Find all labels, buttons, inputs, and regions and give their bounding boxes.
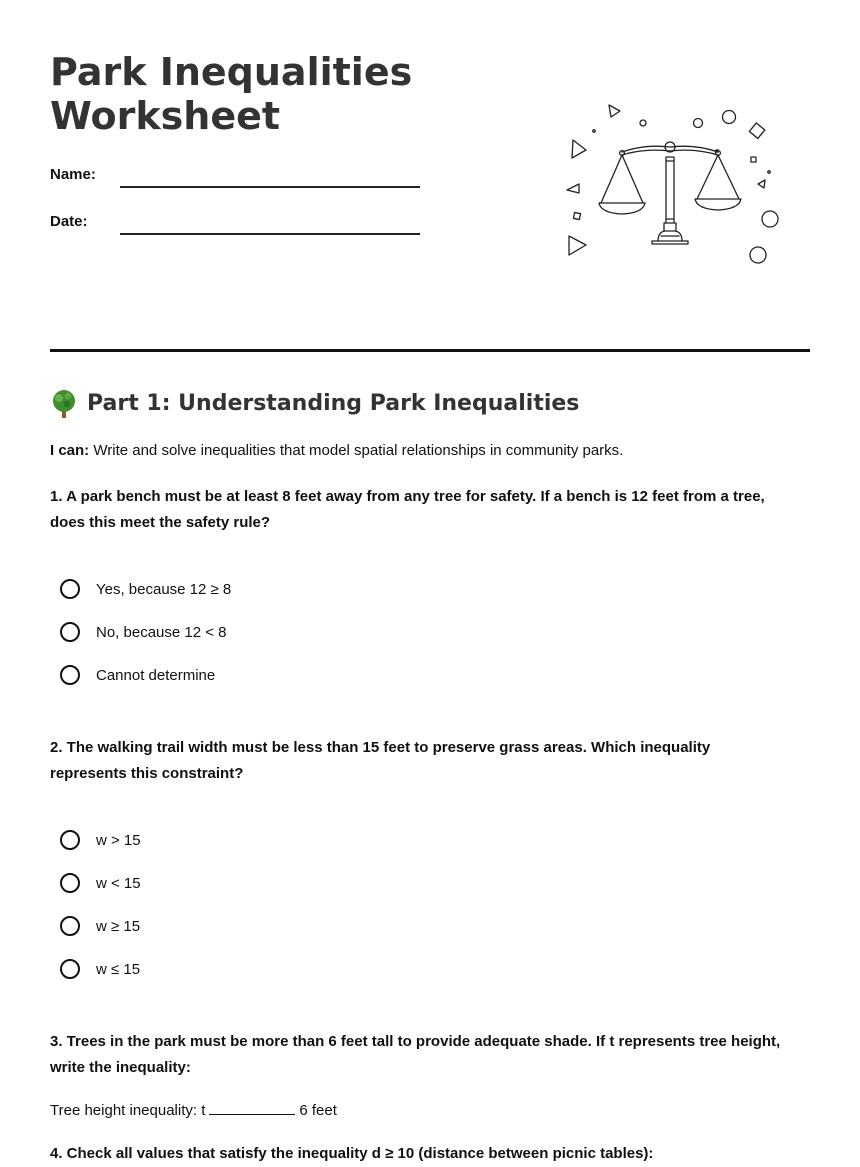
ican-label: I can: <box>50 442 90 459</box>
date-label: Date: <box>50 213 88 230</box>
q2-option-4[interactable] <box>60 956 140 982</box>
learning-objective <box>50 441 810 461</box>
option-label: Yes, because 12 ≥ 8 <box>96 580 232 598</box>
fill-suffix: 6 feet <box>299 1102 337 1119</box>
radio-button[interactable] <box>60 959 80 979</box>
ican-text: Write and solve inequalities that model spatial relationships in community parks. <box>89 442 624 459</box>
option-label: w ≤ 15 <box>96 960 141 978</box>
option-label: w > 15 <box>96 831 141 849</box>
name-field[interactable] <box>120 186 420 188</box>
q2-option-3[interactable] <box>60 913 140 939</box>
name-label: Name: <box>50 166 96 183</box>
option-label: w ≥ 15 <box>96 917 141 935</box>
q1-option-3[interactable] <box>60 662 215 688</box>
radio-button[interactable] <box>60 622 80 642</box>
worksheet-title: Park Inequalities Worksheet <box>50 50 413 138</box>
q1-option-1[interactable] <box>60 576 231 602</box>
balance-scale-icon <box>555 95 790 275</box>
part1-heading-text: Part 1: Understanding Park Inequalities <box>87 391 580 416</box>
q1-option-2[interactable] <box>60 619 227 645</box>
radio-button[interactable] <box>60 830 80 850</box>
question-4: 4. Check all values that satisfy the inequality d ≥ 10 (distance between picnic tables): <box>50 1145 654 1162</box>
q3-answer-line <box>50 1100 337 1121</box>
part1-heading <box>50 388 579 420</box>
q2-option-1[interactable] <box>60 827 141 853</box>
radio-button[interactable] <box>60 916 80 936</box>
option-label: No, because 12 < 8 <box>96 623 227 641</box>
question-1: 1. A park bench must be at least 8 feet away from any tree for safety. If a bench is 12 feet from a tree, does this meet the safety rule? <box>50 488 765 531</box>
q2-option-2[interactable] <box>60 870 141 896</box>
question-3: 3. Trees in the park must be more than 6 feet tall to provide adequate shade. If t represents tree height, write the inequality: <box>50 1033 781 1076</box>
fill-prefix: Tree height inequality: t <box>50 1102 206 1119</box>
section-divider <box>50 349 810 352</box>
radio-button[interactable] <box>60 873 80 893</box>
option-label: w < 15 <box>96 874 141 892</box>
question-2: 2. The walking trail width must be less than 15 feet to preserve grass areas. Which inequality represents this constraint? <box>50 739 711 782</box>
date-field[interactable] <box>120 233 420 235</box>
radio-button[interactable] <box>60 579 80 599</box>
q3-blank-input[interactable] <box>209 1100 295 1115</box>
radio-button[interactable] <box>60 665 80 685</box>
tree-icon <box>50 389 78 419</box>
option-label: Cannot determine <box>96 666 216 684</box>
